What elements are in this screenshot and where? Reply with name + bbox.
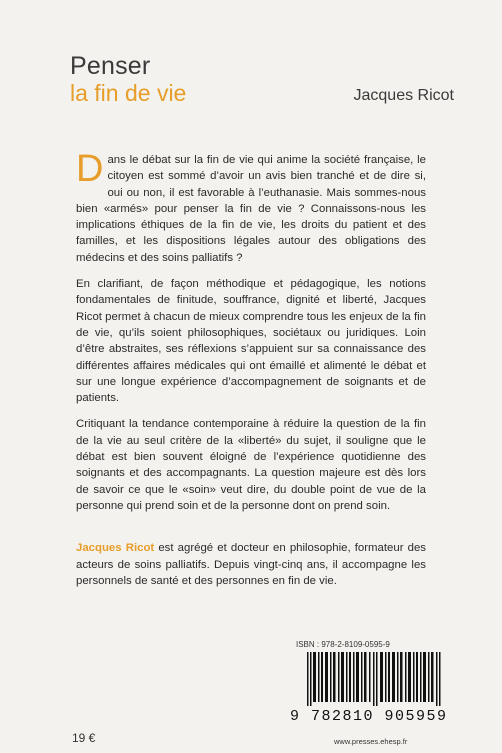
paragraph-1-text: ans le débat sur la fin de vie qui anime la société française, le citoyen est sommé d’avoir un avis bien tranché et de dire si, oui ou non, il est favorable à l’euthanasie. Mais sommes-nous bien «armés» pour penser la fin de vie ? Connaissons-nous les implications éthiques de la fin de vie, les droits du patient et des familles, et les dispositions légales autour des obligations des médecins et des soins palliatifs ? xyxy=(76,154,426,264)
drop-cap: D xyxy=(76,148,104,190)
bio-text: est agrégé et docteur en philosophie, formateur des acteurs de soins palliatifs. Depuis vingt-cinq ans, il accompagne les personnels de santé et des personnes en fin de vie. xyxy=(76,542,426,587)
price: 19 € xyxy=(72,731,96,745)
author-name: Jacques Ricot xyxy=(353,87,454,104)
title-line-1: Penser xyxy=(70,52,151,80)
isbn-label: ISBN : 978-2-8109-0595-9 xyxy=(296,640,390,649)
bio-author-name: Jacques Ricot xyxy=(76,542,155,555)
title-line-2: la fin de vie xyxy=(70,80,187,106)
publisher-website: www.presses.ehesp.fr xyxy=(334,737,408,746)
paragraph-1 xyxy=(76,148,426,266)
paragraph-2: En clarifiant, de façon méthodique et pédagogique, les notions fondamentales de finitude, souffrance, dignité et liberté, Jacques Ricot permet à chacun de mieux comprendre tous les enjeux de la fin de vie, qu’ils soient philosophiques, sociétaux ou juridiques. Loin d’être abstraites, ses réflexions s’appuient sur sa connaissance des différentes affaires médicales qui ont émaillé et alimenté le débat et sur une longue expérience d’accompagnement de soignants et de patients. xyxy=(76,278,426,405)
blurb xyxy=(76,148,426,599)
barcode-image xyxy=(307,652,443,706)
barcode-digits: 9 782810 905959 xyxy=(290,708,448,725)
paragraph-3: Critiquant la tendance contemporaine à réduire la question de la fin de la vie au seul critère de la «liberté» du sujet, il souligne que le débat est bien souvent éloigné de l’expérience quotidienne des soignants et des accompagnants. La question majeure est dès lors de savoir ce que le «soin» veut dire, du double point de vue de la personne qui prend soin et de la personne dont on prend soin. xyxy=(76,418,426,512)
author-bio xyxy=(76,540,426,589)
